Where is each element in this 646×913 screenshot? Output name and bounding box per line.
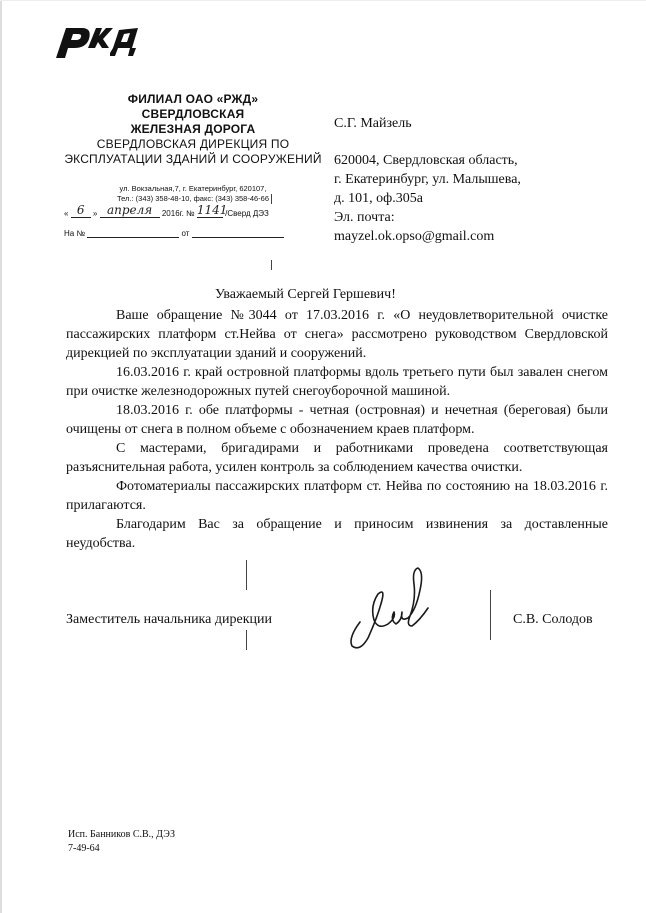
- letterhead-line-5: ЭКСПЛУАТАЦИИ ЗДАНИЙ И СООРУЖЕНИЙ: [64, 152, 322, 166]
- reference-line: [64, 229, 304, 238]
- paragraph: 16.03.2016 г. край островной платформы вдоль третьего пути был завален снегом при очистке железнодорожных путей снегоуборочной машиной.: [66, 365, 608, 399]
- signatory-title: Заместитель начальника дирекции: [66, 612, 272, 627]
- reg-day: 6: [71, 203, 91, 218]
- reg-quote-open: «: [64, 209, 69, 218]
- recipient-address-1: 620004, Свердловская область,: [334, 153, 518, 168]
- letterhead: [62, 92, 324, 204]
- scan-edge-left: [0, 0, 2, 913]
- recipient-address-3: д. 101, оф.305а: [334, 191, 423, 206]
- executor-info: [68, 828, 175, 856]
- paragraph: Ваше обращение №3044 от 17.03.2016 г. «О неудовлетворительной очистке пассажирских платформ ст.Нейва от снега» рассмотрено руководством Свердловской дирекцией по эксплуатации зданий и сооружений.: [66, 308, 608, 361]
- handwritten-signature: [338, 560, 438, 660]
- greeting: Уважаемый Сергей Гершевич!: [215, 287, 396, 302]
- fold-mark: [246, 630, 247, 650]
- on-no-from: от: [181, 229, 190, 238]
- letterhead-address: ул. Вокзальная,7, г. Екатеринбург, 620107,: [119, 184, 267, 193]
- reg-suffix: /Сверд ДЭЗ: [225, 209, 269, 218]
- fold-mark: [271, 260, 272, 270]
- recipient-address-2: г. Екатеринбург, ул. Малышева,: [334, 172, 521, 187]
- recipient-block: [334, 114, 634, 246]
- reg-quote-close: »: [92, 209, 98, 218]
- reg-year: 2016г.: [161, 209, 184, 218]
- fold-mark: [490, 590, 491, 640]
- letterhead-line-4: СВЕРДЛОВСКАЯ ДИРЕКЦИЯ ПО: [96, 137, 290, 151]
- letterhead-line-2: СВЕРДЛОВСКАЯ: [141, 107, 245, 121]
- recipient-name: С.Г. Майзель: [334, 116, 412, 131]
- recipient-email: mayzel.ok.opso@gmail.com: [334, 229, 495, 244]
- reg-number: 1141: [196, 203, 228, 217]
- on-no-label: На №: [64, 229, 86, 238]
- letterhead-phones: Тел.: (343) 358-48-10, факс: (343) 358-46-66: [116, 194, 270, 203]
- rzd-logo: [52, 22, 144, 62]
- fold-mark: [246, 560, 247, 590]
- letter-body: [66, 306, 608, 553]
- letterhead-line-1: ФИЛИАЛ ОАО «РЖД»: [127, 92, 259, 106]
- scan-edge-top: [0, 0, 646, 1]
- executor-name: Исп. Банников С.В., ДЭЗ: [68, 829, 175, 840]
- paragraph: Благодарим Вас за обращение и приносим извинения за доставленные неудобства.: [66, 517, 608, 551]
- fold-mark: [271, 194, 272, 204]
- executor-phone: 7-49-64: [68, 843, 100, 854]
- registration-line: [64, 203, 324, 218]
- letterhead-line-3: ЖЕЛЕЗНАЯ ДОРОГА: [130, 122, 256, 136]
- paragraph: С мастерами, бригадирами и работниками проведена соответствующая разъяснительная работа, усилен контроль за соблюдением качества очистки.: [66, 441, 608, 475]
- reg-no-label: №: [186, 209, 195, 218]
- on-no-blank: [87, 229, 179, 238]
- reg-month: апреля: [100, 203, 160, 218]
- paragraph: 18.03.2016 г. обе платформы - четная (островная) и нечетная (береговая) были очищены от снега в полном объеме с обозначением краев платформ.: [66, 403, 608, 437]
- paragraph: Фотоматериалы пассажирских платформ ст. Нейва по состоянию на 18.03.2016 г. прилагаются.: [66, 479, 608, 513]
- recipient-email-label: Эл. почта:: [334, 210, 395, 225]
- on-no-date-blank: [192, 229, 284, 238]
- signatory-name: С.В. Солодов: [513, 612, 593, 627]
